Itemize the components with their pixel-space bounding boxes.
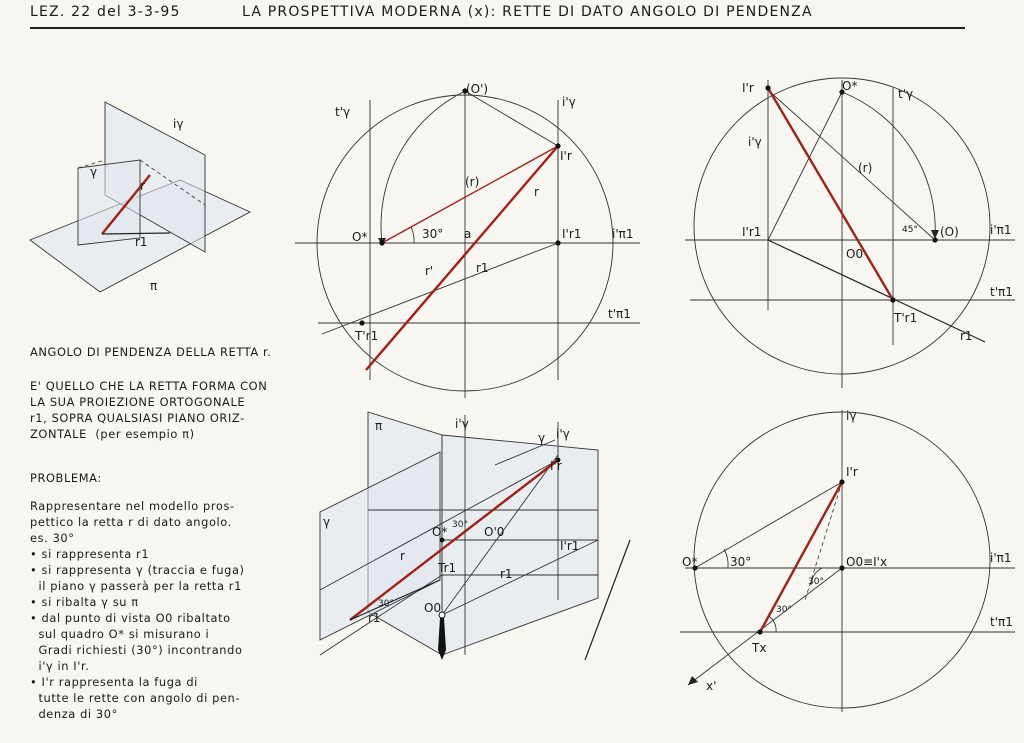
fig4-label-Ir1: I'r1 <box>560 539 580 553</box>
fig4-label-r: r <box>400 549 405 563</box>
fig3-label-tpi: t'π1 <box>990 285 1013 299</box>
fig1-axonometric <box>30 102 250 293</box>
fig2-label-rbar: (r) <box>465 175 480 189</box>
fig5-angle-arc <box>724 549 728 568</box>
fig3-label-Ir1: I'r1 <box>742 225 762 239</box>
fig3-line-r <box>768 88 893 300</box>
fig5-point-Tx <box>757 629 762 634</box>
fig2-label-angle: 30° <box>422 227 444 241</box>
fig1-label-r1: r1 <box>135 235 148 249</box>
fig4-label-r1: r1 <box>368 611 381 625</box>
notes-problem-label: PROBLEMA: <box>30 471 102 485</box>
fig4-label-Tr1: Tr1 <box>438 561 457 575</box>
fig3-label-O0: O0 <box>846 247 864 261</box>
fig2-label-r1: r1 <box>476 261 489 275</box>
fig3-label-igamma: i'γ <box>748 135 762 149</box>
fig4-label-r1-mid: r1 <box>500 567 513 581</box>
fig1-gamma-plane <box>78 160 140 245</box>
notes-definition: E' QUELLO CHE LA RETTA FORMA CON LA SUA PROIEZIONE ORTOGONALE r1, SOPRA QUALSIASI PIANO ORIZ- ZONTALE (per esempio π) <box>30 379 268 441</box>
fig3-construction <box>685 78 1015 388</box>
fig2-line-O-I <box>465 91 558 146</box>
fig1-label-r: r <box>140 179 145 193</box>
fig2-label-tgamma: t'γ <box>335 105 351 119</box>
fig3-point-O <box>932 237 937 242</box>
notes-problem-steps: Rappresentare nel modello pros- pettico la retta r di dato angolo. es. 30° • si rappresenta r1 • si rappresenta γ (traccia e fuga) il piano γ passerà per la retta r1 • si ribalta γ su π • dal punto di vista O0 ribaltato sul quadro O* si misurano i Gradi richiesti (30°) incontrando i'γ in I'r. • I'r rappresenta la fuga di tutte le rette con angolo di pen- denza di 30° <box>30 499 245 721</box>
fig5-point-O0 <box>839 565 844 570</box>
fig2-line-r <box>366 146 558 370</box>
fig4-label-O0dash: O'0 <box>484 525 505 539</box>
fig5-line-O-I <box>695 482 842 568</box>
fig2-point-Ir1 <box>555 240 560 245</box>
fig1-label-igamma: iγ <box>173 117 184 131</box>
fig5-label-Ir: I'r <box>846 465 858 479</box>
fig4-label-Ostar: O* <box>432 525 448 539</box>
fig4-label-gamma-side: γ <box>323 515 331 529</box>
fig1-label-gamma: γ <box>90 165 98 179</box>
fig2-angle-arc <box>411 227 414 243</box>
fig3-label-rbar: (r) <box>858 161 873 175</box>
fig5-label-angle-a: 30° <box>776 605 792 615</box>
fig3-point-Tr1 <box>890 297 895 302</box>
fig4-label-gamma: γ <box>538 431 546 445</box>
fig3-label-Tr1: T'r1 <box>894 311 918 325</box>
fig3-label-tgamma: t'γ <box>898 87 914 101</box>
fig2-label-rprime: r' <box>425 264 434 278</box>
fig1-label-pi: π <box>150 279 158 293</box>
fig2-label-igamma: i'γ <box>562 95 576 109</box>
fig5-label-O0eq: O0≡I'x <box>846 555 888 569</box>
fig5-line-r <box>760 482 842 632</box>
fig4-label-angle-bottom: 30° <box>378 599 394 609</box>
fig3-label-O: (O) <box>940 225 959 239</box>
fig3-rotation-arc <box>842 92 935 238</box>
fig5-label-igamma: iγ <box>846 409 857 423</box>
fig2-label-Obar: (O') <box>466 82 489 96</box>
fig2-label-tpi: t'π1 <box>608 307 631 321</box>
fig5-label-Tx: Tx <box>752 641 767 655</box>
fig3-point-Ir <box>765 85 770 90</box>
fig5-label-angle: 30° <box>730 555 752 569</box>
fig5-label-Ostar: O* <box>682 555 698 569</box>
fig5-label-tpi: t'π1 <box>990 615 1013 629</box>
fig4-perspective <box>320 412 630 660</box>
notes-heading: ANGOLO DI PENDENZA DELLA RETTA r. <box>30 345 272 359</box>
fig3-label-r1: r1 <box>960 329 973 343</box>
fig2-label-Ir: I'r <box>560 149 572 163</box>
fig5-label-ipi: i'π1 <box>990 551 1012 565</box>
fig2-construction <box>295 82 640 398</box>
fig2-label-r: r <box>534 185 539 199</box>
fig3-label-Ostar: O* <box>842 79 858 93</box>
fig2-point-Ir <box>555 143 560 148</box>
fig4-label-Ir: I'r <box>550 459 562 473</box>
fig4-label-angle-top: 30° <box>452 520 468 530</box>
fig2-label-Ir1: I'r1 <box>562 227 582 241</box>
fig3-label-ipi: i'π1 <box>990 223 1012 237</box>
fig4-label-pi: π <box>375 419 383 433</box>
fig2-label-Tr1: T'r1 <box>355 329 379 343</box>
fig5-label-angle-b: 30° <box>808 577 824 587</box>
fig4-label-igamma-top: i'γ <box>455 417 469 431</box>
fig3-label-Ir: I'r <box>742 81 754 95</box>
fig3-line-O <box>768 92 842 240</box>
lesson-date: LEZ. 22 del 3-3-95 <box>30 4 181 20</box>
fig4-label-O0: O0 <box>424 601 442 615</box>
fig2-label-ipi: i'π1 <box>612 227 634 241</box>
fig2-label-Ostar: O* <box>352 230 368 244</box>
fig2-point-Tr1 <box>359 320 364 325</box>
fig5-construction <box>680 409 1015 712</box>
fig3-line-r1 <box>768 240 985 342</box>
fig3-line-rbar <box>768 90 935 240</box>
fig2-label-a: a <box>464 227 472 241</box>
fig5-point-Ir <box>839 479 844 484</box>
fig3-label-angle: 45° <box>902 225 918 235</box>
fig2-point-Ostar <box>379 240 384 245</box>
fig5-arrowhead <box>688 676 698 685</box>
fig5-label-x: x' <box>706 679 717 693</box>
sheet-title: LA PROSPETTIVA MODERNA (x): RETTE DI DATO ANGOLO DI PENDENZA <box>242 4 813 20</box>
fig4-label-igamma: i'γ <box>556 427 570 441</box>
fig2-line-r1 <box>322 243 558 334</box>
